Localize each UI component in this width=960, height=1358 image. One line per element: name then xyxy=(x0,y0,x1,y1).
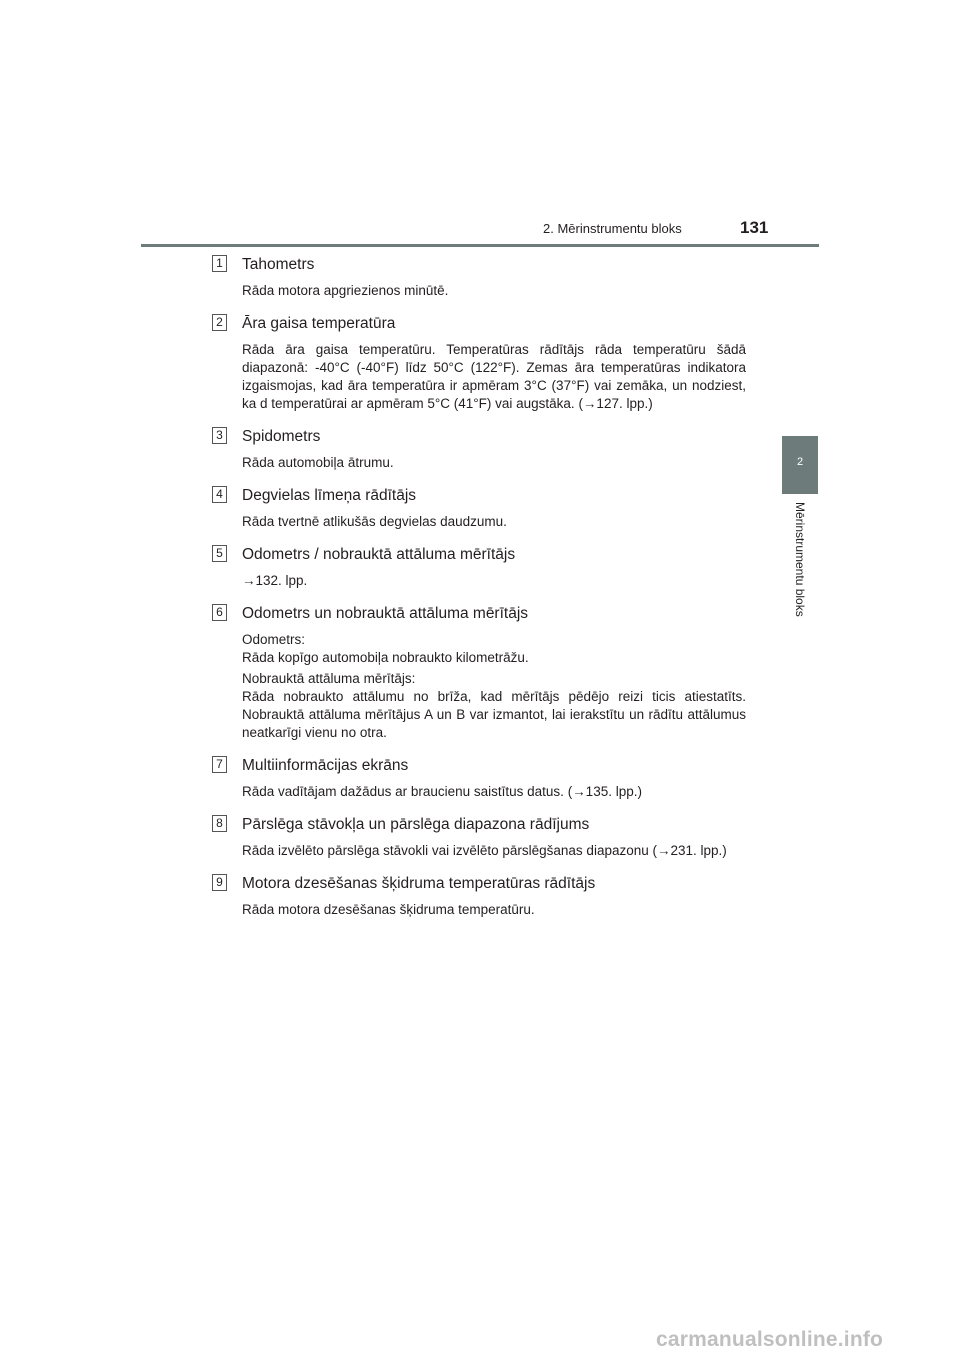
page-number: 131 xyxy=(740,218,769,237)
item-description xyxy=(242,454,746,472)
item-description xyxy=(242,572,746,590)
item-description xyxy=(242,341,746,413)
item-number-badge: 5 xyxy=(212,545,227,562)
list-item xyxy=(212,425,746,472)
item-title: Motora dzesēšanas šķidruma temperatūras rādītājs xyxy=(242,875,596,892)
running-header-section: 2. Mērinstrumentu bloks xyxy=(543,221,682,236)
item-description xyxy=(242,842,746,860)
item-text: Rāda tvertnē atlikušās degvielas daudzumu. xyxy=(242,514,507,529)
item-number-badge: 7 xyxy=(212,756,227,773)
watermark-text: carmanualsonline.info xyxy=(656,1328,884,1351)
item-title: Spidometrs xyxy=(242,428,321,445)
item-number-badge: 8 xyxy=(212,815,227,832)
item-text: →132. lpp. xyxy=(242,573,308,588)
item-text: Odometrs: xyxy=(242,632,306,647)
item-title: Odometrs un nobrauktā attāluma mērītājs xyxy=(242,605,529,622)
item-text: Rāda izvēlēto pārslēga stāvokli vai izvēlēto pārslēgšanas diapazonu (→231. lpp.) xyxy=(242,843,727,858)
item-title: Multiinformācijas ekrāns xyxy=(242,757,409,774)
item-text: Rāda motora apgriezienos minūtē. xyxy=(242,283,449,298)
item-text: Rāda motora dzesēšanas šķidruma temperatūru. xyxy=(242,902,535,917)
item-title: Āra gaisa temperatūra xyxy=(242,315,396,332)
item-number-badge: 4 xyxy=(212,486,227,503)
item-description xyxy=(242,901,746,919)
item-number-badge: 9 xyxy=(212,874,227,891)
list-item xyxy=(212,813,746,860)
item-number-badge: 2 xyxy=(212,314,227,331)
item-number-badge: 1 xyxy=(212,255,227,272)
item-description xyxy=(242,282,746,300)
item-text: Rāda āra gaisa temperatūru. Temperatūras rādītājs rāda temperatūru šādā diapazonā: -40°C (-40°F) līdz 50°C (122°F). Zemas āra temperatūras indikatora izgaismojas, kad āra temperatūra ir apmēram 3°C (37°F) vai zemāka, un nodziest, ka d temperatūrai ar apmēram 5°C (41°F) vai augstāka. (→127. lpp.) xyxy=(242,342,746,411)
item-description xyxy=(242,631,746,742)
item-title: Tahometrs xyxy=(242,256,315,273)
item-title: Pārslēga stāvokļa un pārslēga diapazona rādījums xyxy=(242,816,590,833)
item-description xyxy=(242,783,746,801)
item-text: Rāda vadītājam dažādus ar braucienu saistītus datus. (→135. lpp.) xyxy=(242,784,642,799)
item-text: Rāda kopīgo automobiļa nobraukto kilometrāžu. xyxy=(242,650,529,665)
list-item xyxy=(212,312,746,413)
chapter-tab-number: 2 xyxy=(796,456,804,468)
item-text: Rāda automobiļa ātrumu. xyxy=(242,455,394,470)
item-number-badge: 6 xyxy=(212,604,227,621)
item-list xyxy=(212,253,746,919)
chapter-tab-label: Mērinstrumentu bloks xyxy=(793,502,807,617)
list-item xyxy=(212,543,746,590)
list-item xyxy=(212,484,746,531)
chapter-tab xyxy=(782,436,818,494)
list-item xyxy=(212,754,746,801)
item-number-badge: 3 xyxy=(212,427,227,444)
item-description xyxy=(242,513,746,531)
item-title: Odometrs / nobrauktā attāluma mērītājs xyxy=(242,546,516,563)
item-title: Degvielas līmeņa rādītājs xyxy=(242,487,417,504)
item-text: Rāda nobraukto attālumu no brīža, kad mērītājs pēdējo reizi ticis atiestatīts. Nobrauktā attāluma mērītājus A un B var izmantot, lai ierakstītu un rādītu attālumus neatkarīgi vienu no otra. xyxy=(242,689,746,740)
list-item xyxy=(212,602,746,742)
list-item xyxy=(212,253,746,300)
item-text: Nobrauktā attāluma mērītājs: xyxy=(242,671,416,686)
list-item xyxy=(212,872,746,919)
header-divider xyxy=(141,244,819,247)
chapter-tab-label-wrap xyxy=(785,502,815,642)
